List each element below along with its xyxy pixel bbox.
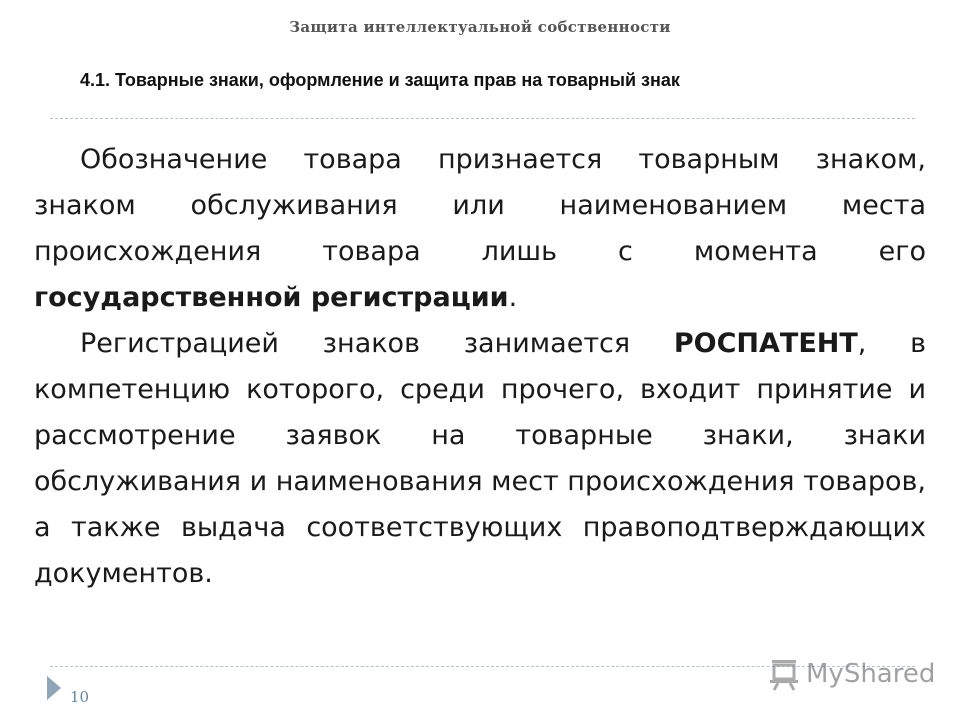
- paragraph-2-bold-term: РОСПАТЕНТ: [673, 328, 858, 359]
- paragraph-2-text: Регистрацией знаков занимается: [80, 328, 674, 359]
- triangle-bullet-icon: [47, 676, 61, 700]
- paragraph-1-text: Обозначение товара признается товарным знаком, знаком обслуживания или наименованием места происхождения товара лишь с момента его: [34, 144, 926, 267]
- presentation-header-title: Защита интеллектуальной собственности: [289, 18, 671, 36]
- paragraph-1-end: .: [508, 282, 518, 313]
- watermark-text: MyShared: [806, 659, 936, 689]
- paragraph-rospatent: [34, 321, 926, 597]
- page-number: 10: [70, 688, 90, 706]
- top-divider: [50, 118, 915, 119]
- paragraph-2-rest: , в компетенцию которого, среди прочего, входит принятие и рассмотрение заявок на товарные знаки, знаки обслуживания и наименования мест происхождения товаров, а также выдача соответствующих правоподтверждающих документов.: [34, 328, 927, 589]
- slide-body: [34, 137, 926, 597]
- section-title: 4.1. Товарные знаки, оформление и защита прав на товарный знак: [80, 70, 680, 90]
- presentation-board-icon: [766, 656, 802, 692]
- watermark-logo: [766, 656, 935, 692]
- paragraph-registration: [34, 137, 926, 321]
- paragraph-1-bold-term: государственной регистрации: [34, 282, 509, 313]
